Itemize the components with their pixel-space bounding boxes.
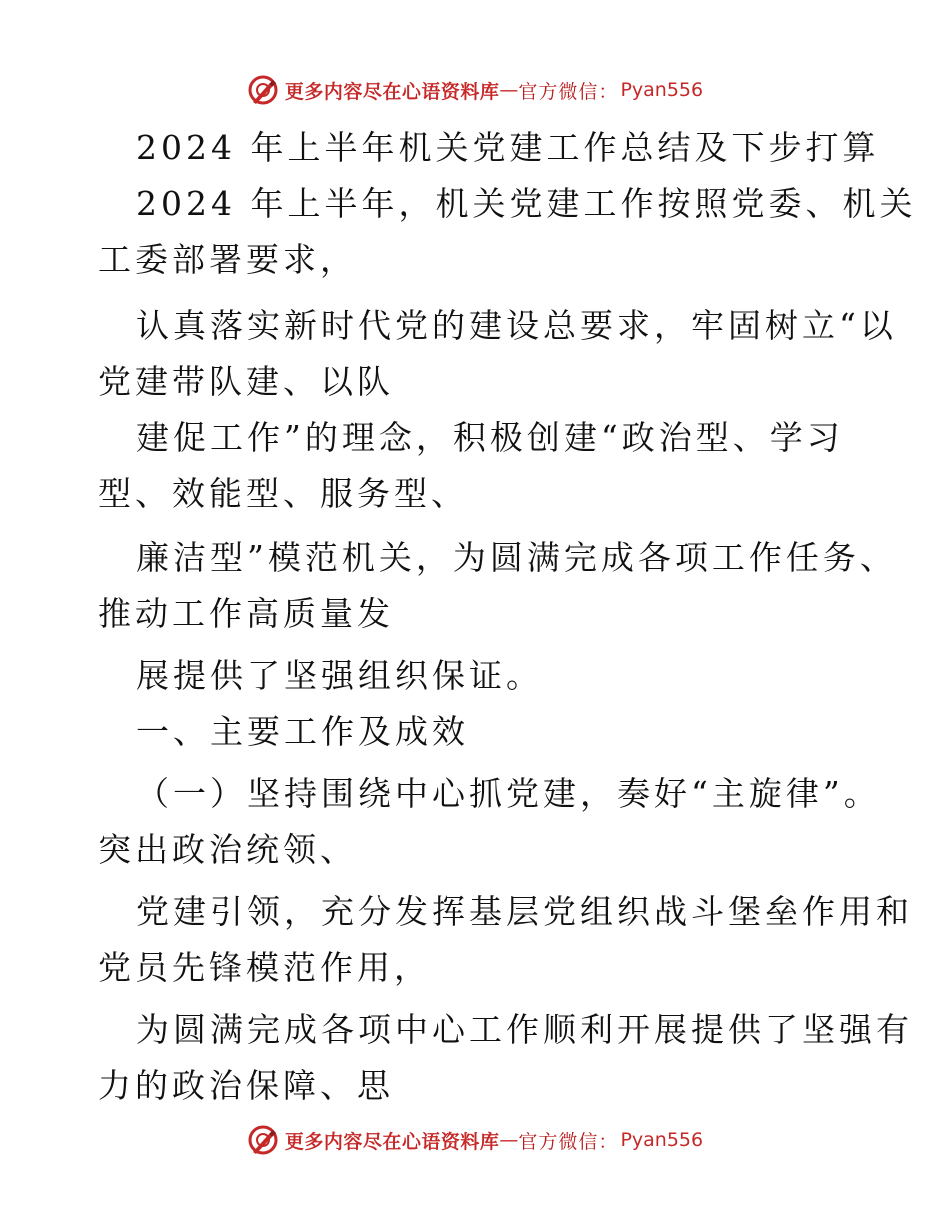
document-title: 2024 年上半年机关党建工作总结及下步打算 [136, 128, 880, 167]
banner-dash: — [499, 1129, 519, 1151]
paragraph-line: 党建引领，充分发挥基层党组织战斗堡垒作用和 [136, 892, 913, 931]
paragraph-line: 展提供了坚强组织保证。 [136, 656, 543, 695]
banner-wechat-label: 官方微信： [518, 80, 619, 103]
banner-main-text: 更多内容尽在心语资料库 [284, 1130, 500, 1153]
footer-banner [0, 1120, 950, 1160]
banner-wechat-label: 官方微信： [518, 1130, 619, 1153]
section-heading: 一、主要工作及成效 [136, 712, 469, 751]
pen-circle-logo-icon [247, 1124, 279, 1156]
paragraph-line: 党员先锋模范作用， [98, 948, 431, 987]
paragraph-line: 工委部署要求， [98, 240, 357, 279]
paragraph-line: 党建带队建、以队 [98, 362, 394, 401]
paragraph-line: 型、效能型、服务型、 [98, 474, 468, 513]
paragraph-line: 2024 年上半年，机关党建工作按照党委、机关 [136, 184, 917, 223]
paragraph-line: 认真落实新时代党的建设总要求，牢固树立“以 [136, 306, 897, 345]
paragraph-line: 为圆满完成各项中心工作顺利开展提供了坚强有 [136, 1010, 913, 1049]
paragraph-line: 突出政治统领、 [98, 830, 357, 869]
banner-main-text: 更多内容尽在心语资料库 [284, 80, 500, 103]
paragraph-line: 廉洁型”模范机关，为圆满完成各项工作任务、 [136, 538, 897, 577]
paragraph-line: 建促工作”的理念，积极创建“政治型、学习 [136, 418, 844, 457]
header-banner [0, 70, 950, 110]
paragraph-line: 力的政治保障、思 [98, 1066, 394, 1105]
banner-dash: — [499, 79, 519, 101]
pen-circle-logo-icon [247, 74, 279, 106]
banner-wechat-id: Pyan556 [620, 79, 704, 101]
subsection-heading: （一）坚持围绕中心抓党建，奏好“主旋律”。 [136, 774, 881, 813]
banner-wechat-id: Pyan556 [620, 1129, 704, 1151]
paragraph-line: 推动工作高质量发 [98, 594, 394, 633]
